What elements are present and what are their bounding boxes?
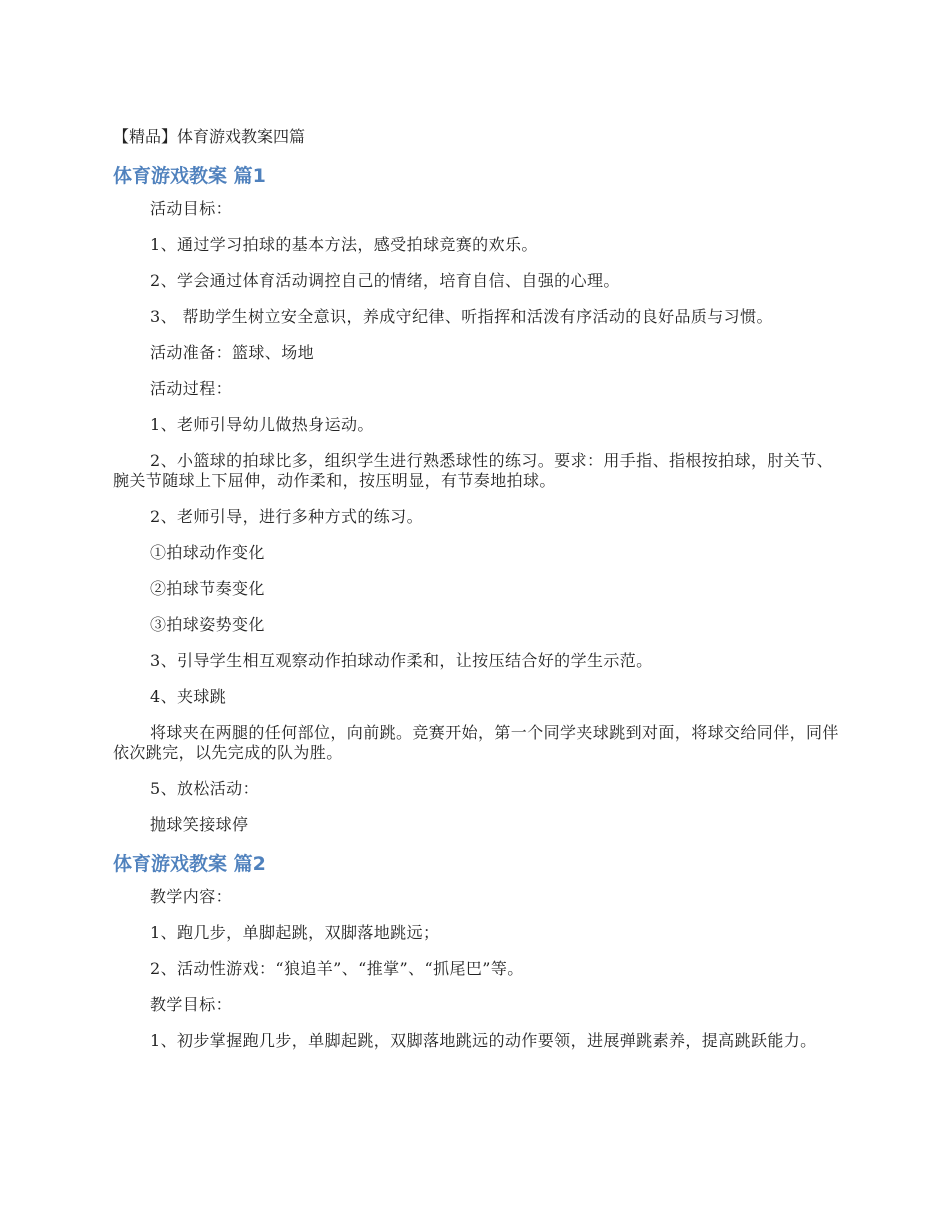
paragraph: 4、夹球跳 (150, 687, 227, 706)
paragraph: 教学内容： (150, 887, 233, 906)
paragraph: 1、通过学习拍球的基本方法，感受拍球竞赛的欢乐。 (150, 235, 538, 254)
paragraph: 活动目标： (150, 199, 233, 218)
paragraph: 活动准备：篮球、场地 (150, 343, 315, 362)
section-heading: 体育游戏教案 篇1 (113, 165, 266, 187)
paragraph: ③拍球姿势变化 (150, 615, 265, 634)
paragraph: 5、放松活动： (150, 779, 259, 798)
paragraph: 抛球笑接球停 (150, 815, 249, 834)
section-1 (113, 163, 843, 835)
paragraph: 3、 帮助学生树立安全意识，养成守纪律、听指挥和活泼有序活动的良好品质与习惯。 (150, 307, 773, 326)
paragraph: 3、引导学生相互观察动作拍球动作柔和，让按压结合好的学生示范。 (150, 651, 653, 670)
section-2 (113, 851, 843, 1051)
paragraph: 将球夹在两腿的任何部位，向前跳。竞赛开始，第一个同学夹球跳到对面，将球交给同伴，同伴依次跳完，以先完成的队为胜。 (113, 723, 839, 762)
paragraph: 2、学会通过体育活动调控自己的情绪，培育自信、自强的心理。 (150, 271, 620, 290)
paragraph: 活动过程： (150, 379, 233, 398)
paragraph: 1、跑几步，单脚起跳，双脚落地跳远； (150, 923, 440, 942)
paragraph: ①拍球动作变化 (150, 543, 265, 562)
paragraph: 2、小篮球的拍球比多，组织学生进行熟悉球性的练习。要求：用手指、指根按拍球，肘关节、腕关节随球上下屈伸，动作柔和，按压明显，有节奏地拍球。 (113, 451, 833, 490)
paragraph: 1、初步掌握跑几步，单脚起跳，双脚落地跳远的动作要领，进展弹跳素养，提高跳跃能力。 (150, 1031, 817, 1050)
paragraph: 2、活动性游戏：“狼追羊”、“推掌”、“抓尾巴”等。 (150, 959, 524, 978)
paragraph: 教学目标： (150, 995, 233, 1014)
paragraph: 2、老师引导，进行多种方式的练习。 (150, 507, 423, 526)
document-content (113, 125, 843, 1067)
section-heading: 体育游戏教案 篇2 (113, 853, 266, 875)
document-title: 【精品】体育游戏教案四篇 (113, 127, 306, 146)
paragraph: 1、老师引导幼儿做热身运动。 (150, 415, 374, 434)
paragraph: ②拍球节奏变化 (150, 579, 265, 598)
